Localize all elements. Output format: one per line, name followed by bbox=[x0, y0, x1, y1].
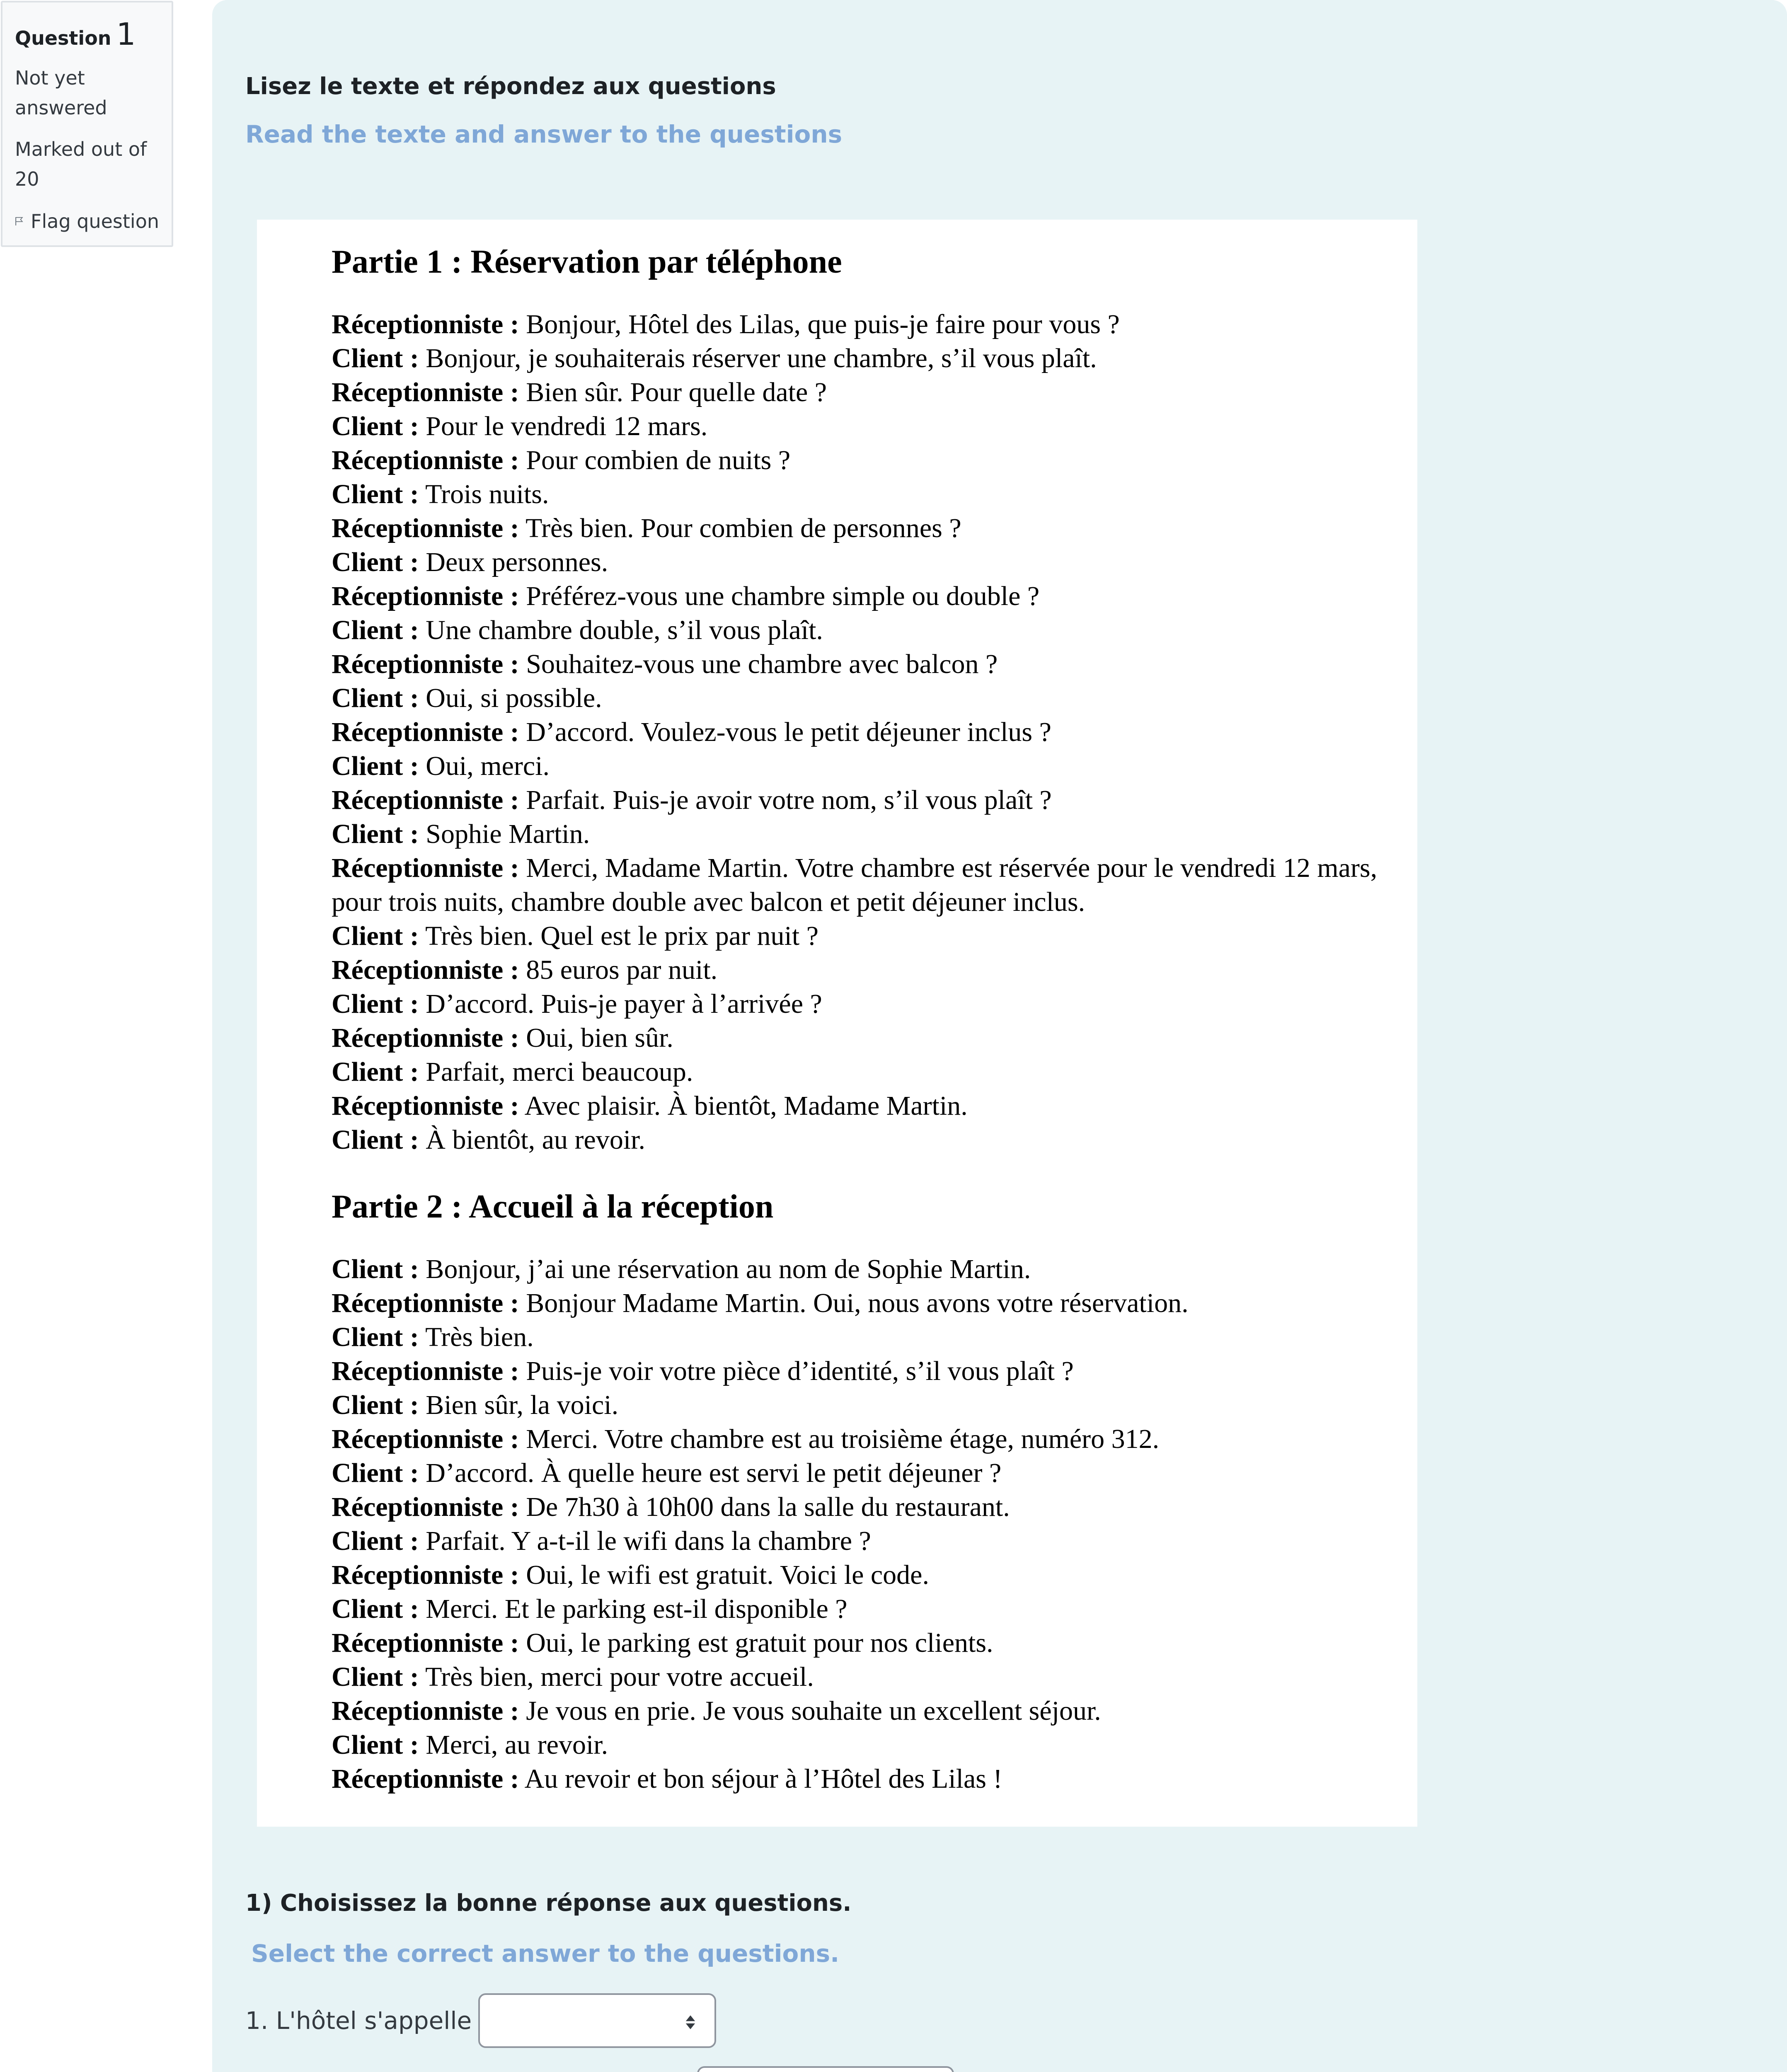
speaker-label: Réceptionniste : bbox=[332, 1023, 519, 1053]
dialogue-line bbox=[332, 1660, 1384, 1694]
speaker-label: Client : bbox=[332, 1125, 419, 1155]
dialogue-line bbox=[332, 1592, 1384, 1626]
dialogue-line bbox=[332, 647, 1384, 681]
speaker-label: Client : bbox=[332, 343, 419, 373]
dialogue-text: Souhaitez-vous une chambre avec balcon ? bbox=[519, 649, 998, 679]
reading-text bbox=[332, 241, 1384, 1796]
dialogue-line bbox=[332, 545, 1384, 579]
speaker-label: Client : bbox=[332, 1458, 419, 1488]
dialogue-text: 85 euros par nuit. bbox=[519, 955, 718, 985]
dialogue-text: Très bien. Pour combien de personnes ? bbox=[519, 513, 961, 543]
question-marks bbox=[15, 134, 159, 194]
dialogue-line bbox=[332, 1252, 1384, 1286]
question-info-box bbox=[1, 1, 173, 247]
speaker-label: Client : bbox=[332, 1057, 419, 1087]
dialogue-text: Parfait, merci beaucoup. bbox=[419, 1057, 693, 1087]
dialogue-text: D’accord. À quelle heure est servi le petit déjeuner ? bbox=[419, 1458, 1002, 1488]
question-status bbox=[15, 63, 159, 123]
dialogue-text: D’accord. Puis-je payer à l’arrivée ? bbox=[419, 989, 822, 1019]
speaker-label: Client : bbox=[332, 819, 419, 849]
dialogue-line bbox=[332, 613, 1384, 647]
speaker-label: Réceptionniste : bbox=[332, 1492, 519, 1522]
dialogue-text: Pour combien de nuits ? bbox=[519, 445, 791, 475]
dialogue-line bbox=[332, 987, 1384, 1021]
part1-dialogue bbox=[332, 307, 1384, 1157]
dialogue-text: Une chambre double, s’il vous plaît. bbox=[419, 615, 823, 645]
dialogue-text: Au revoir et bon séjour à l’Hôtel des Lilas ! bbox=[519, 1764, 1002, 1794]
dialogue-line bbox=[332, 443, 1384, 477]
answer-dropdown[interactable] bbox=[697, 2066, 954, 2072]
speaker-label: Client : bbox=[332, 1662, 419, 1692]
dialogue-line bbox=[332, 1286, 1384, 1320]
dialogue-line bbox=[332, 1456, 1384, 1490]
speaker-label: Client : bbox=[332, 1594, 419, 1624]
flag-question-label: Flag question bbox=[31, 210, 159, 232]
speaker-label: Réceptionniste : bbox=[332, 1764, 519, 1794]
dialogue-line bbox=[332, 1558, 1384, 1592]
dialogue-text: Bien sûr, la voici. bbox=[419, 1390, 619, 1420]
dialogue-text: Parfait. Y a-t-il le wifi dans la chambre ? bbox=[419, 1526, 871, 1556]
dialogue-text: Très bien. Quel est le prix par nuit ? bbox=[419, 921, 818, 951]
speaker-label: Réceptionniste : bbox=[332, 955, 519, 985]
dialogue-line bbox=[332, 1055, 1384, 1089]
dialogue-text: À bientôt, au revoir. bbox=[419, 1125, 646, 1155]
dialogue-line bbox=[332, 749, 1384, 783]
dialogue-text: Bonjour, Hôtel des Lilas, que puis-je faire pour vous ? bbox=[519, 309, 1120, 339]
speaker-label: Client : bbox=[332, 1526, 419, 1556]
dialogue-text: Deux personnes. bbox=[419, 547, 608, 577]
dialogue-line bbox=[332, 817, 1384, 851]
dialogue-text: Oui, merci. bbox=[419, 751, 550, 781]
status-line-2: answered bbox=[15, 97, 107, 119]
dialogue-text: Merci. Et le parking est-il disponible ? bbox=[419, 1594, 847, 1624]
dialogue-text: Bonjour, j’ai une réservation au nom de Sophie Martin. bbox=[419, 1254, 1031, 1284]
question-label: Question bbox=[15, 27, 111, 49]
speaker-label: Client : bbox=[332, 1730, 419, 1760]
status-line-1: Not yet bbox=[15, 67, 85, 89]
dialogue-text: Puis-je voir votre pièce d’identité, s’il vous plaît ? bbox=[519, 1356, 1074, 1386]
dialogue-line bbox=[332, 375, 1384, 409]
speaker-label: Client : bbox=[332, 615, 419, 645]
speaker-label: Réceptionniste : bbox=[332, 1560, 519, 1590]
question-content-panel bbox=[212, 0, 1787, 2072]
speaker-label: Réceptionniste : bbox=[332, 1696, 519, 1726]
reading-text-image bbox=[257, 220, 1417, 1827]
speaker-label: Client : bbox=[332, 1254, 419, 1284]
speaker-label: Réceptionniste : bbox=[332, 581, 519, 611]
speaker-label: Réceptionniste : bbox=[332, 853, 519, 883]
dialogue-text: Oui, si possible. bbox=[419, 683, 602, 713]
speaker-label: Réceptionniste : bbox=[332, 785, 519, 815]
dialogue-line bbox=[332, 1089, 1384, 1123]
dialogue-text: De 7h30 à 10h00 dans la salle du restaurant. bbox=[519, 1492, 1010, 1522]
dialogue-line bbox=[332, 783, 1384, 817]
speaker-label: Client : bbox=[332, 921, 419, 951]
dialogue-text: Très bien, merci pour votre accueil. bbox=[419, 1662, 814, 1692]
dialogue-text: Je vous en prie. Je vous souhaite un excellent séjour. bbox=[519, 1696, 1101, 1726]
question-number-heading bbox=[15, 17, 159, 52]
dialogue-line bbox=[332, 681, 1384, 715]
dialogue-text: Avec plaisir. À bientôt, Madame Martin. bbox=[519, 1091, 968, 1121]
marks-line-2: 20 bbox=[15, 168, 39, 190]
speaker-label: Réceptionniste : bbox=[332, 717, 519, 747]
speaker-label: Réceptionniste : bbox=[332, 649, 519, 679]
flag-question-link[interactable] bbox=[15, 206, 159, 236]
speaker-label: Réceptionniste : bbox=[332, 445, 519, 475]
dialogue-line bbox=[332, 1490, 1384, 1524]
speaker-label: Réceptionniste : bbox=[332, 1628, 519, 1658]
dialogue-line bbox=[332, 1123, 1384, 1157]
speaker-label: Client : bbox=[332, 683, 419, 713]
speaker-label: Réceptionniste : bbox=[332, 377, 519, 407]
dialogue-line bbox=[332, 1694, 1384, 1728]
dialogue-text: Oui, le wifi est gratuit. Voici le code. bbox=[519, 1560, 929, 1590]
dialogue-text: Merci. Votre chambre est au troisième étage, numéro 312. bbox=[519, 1424, 1160, 1454]
speaker-label: Client : bbox=[332, 989, 419, 1019]
dialogue-text: Oui, bien sûr. bbox=[519, 1023, 673, 1053]
dialogue-line bbox=[332, 579, 1384, 613]
question-number: 1 bbox=[116, 17, 136, 52]
dialogue-text: Bonjour, je souhaiterais réserver une chambre, s’il vous plaît. bbox=[419, 343, 1097, 373]
dialogue-text: Très bien. bbox=[419, 1322, 534, 1352]
dialogue-line bbox=[332, 409, 1384, 443]
dialogue-line bbox=[332, 341, 1384, 375]
dialogue-text: Trois nuits. bbox=[419, 479, 549, 509]
question-row bbox=[245, 2066, 954, 2072]
part2-title: Partie 2 : Accueil à la réception bbox=[332, 1188, 774, 1225]
dialogue-line bbox=[332, 1728, 1384, 1762]
dialogue-line bbox=[332, 1626, 1384, 1660]
speaker-label: Client : bbox=[332, 411, 419, 441]
speaker-label: Client : bbox=[332, 1322, 419, 1352]
dialogue-text: Merci, au revoir. bbox=[419, 1730, 608, 1760]
dialogue-line bbox=[332, 1762, 1384, 1796]
speaker-label: Client : bbox=[332, 547, 419, 577]
dialogue-line bbox=[332, 1354, 1384, 1388]
dialogue-line bbox=[332, 715, 1384, 749]
dialogue-line bbox=[332, 1524, 1384, 1558]
instruction-english: Read the texte and answer to the questions bbox=[245, 120, 843, 148]
dialogue-line bbox=[332, 511, 1384, 545]
dialogue-text: Bien sûr. Pour quelle date ? bbox=[519, 377, 827, 407]
dialogue-text: Bonjour Madame Martin. Oui, nous avons votre réservation. bbox=[519, 1288, 1189, 1318]
dialogue-line bbox=[332, 1021, 1384, 1055]
instruction-french: Lisez le texte et répondez aux questions bbox=[245, 73, 776, 100]
speaker-label: Réceptionniste : bbox=[332, 1424, 519, 1454]
dialogue-text: Préférez-vous une chambre simple ou double ? bbox=[519, 581, 1040, 611]
dialogue-text: Oui, le parking est gratuit pour nos clients. bbox=[519, 1628, 993, 1658]
speaker-label: Réceptionniste : bbox=[332, 309, 519, 339]
speaker-label: Réceptionniste : bbox=[332, 513, 519, 543]
dialogue-line bbox=[332, 477, 1384, 511]
speaker-label: Réceptionniste : bbox=[332, 1091, 519, 1121]
questions-heading-english: Select the correct answer to the questions. bbox=[251, 1939, 840, 1968]
speaker-label: Client : bbox=[332, 1390, 419, 1420]
question-row bbox=[245, 1993, 716, 2048]
dialogue-line bbox=[332, 1388, 1384, 1422]
questions-heading-french: 1) Choisissez la bonne réponse aux questions. bbox=[245, 1890, 852, 1917]
question-label: 1. L'hôtel s'appelle bbox=[245, 2007, 472, 2035]
dialogue-line bbox=[332, 851, 1384, 919]
part2-dialogue bbox=[332, 1252, 1384, 1796]
dialogue-line bbox=[332, 1422, 1384, 1456]
dialogue-line bbox=[332, 1320, 1384, 1354]
dialogue-line bbox=[332, 953, 1384, 987]
dialogue-text: Sophie Martin. bbox=[419, 819, 590, 849]
speaker-label: Client : bbox=[332, 479, 419, 509]
speaker-label: Réceptionniste : bbox=[332, 1288, 519, 1318]
dialogue-text: D’accord. Voulez-vous le petit déjeuner inclus ? bbox=[519, 717, 1051, 747]
sort-arrows-icon bbox=[685, 2014, 696, 2031]
speaker-label: Client : bbox=[332, 751, 419, 781]
dialogue-text: Pour le vendredi 12 mars. bbox=[419, 411, 708, 441]
dialogue-text: Parfait. Puis-je avoir votre nom, s’il vous plaît ? bbox=[519, 785, 1052, 815]
dialogue-line bbox=[332, 919, 1384, 953]
answer-dropdown[interactable] bbox=[478, 1993, 716, 2048]
marks-line-1: Marked out of bbox=[15, 138, 147, 160]
part1-title: Partie 1 : Réservation par téléphone bbox=[332, 244, 842, 280]
dialogue-text: Merci, Madame Martin. Votre chambre est réservée pour le vendredi 12 mars, pour trois nuits, chambre double avec balcon et petit déjeuner inclus. bbox=[332, 853, 1378, 917]
speaker-label: Réceptionniste : bbox=[332, 1356, 519, 1386]
flag-icon bbox=[15, 211, 23, 231]
dialogue-line bbox=[332, 307, 1384, 341]
